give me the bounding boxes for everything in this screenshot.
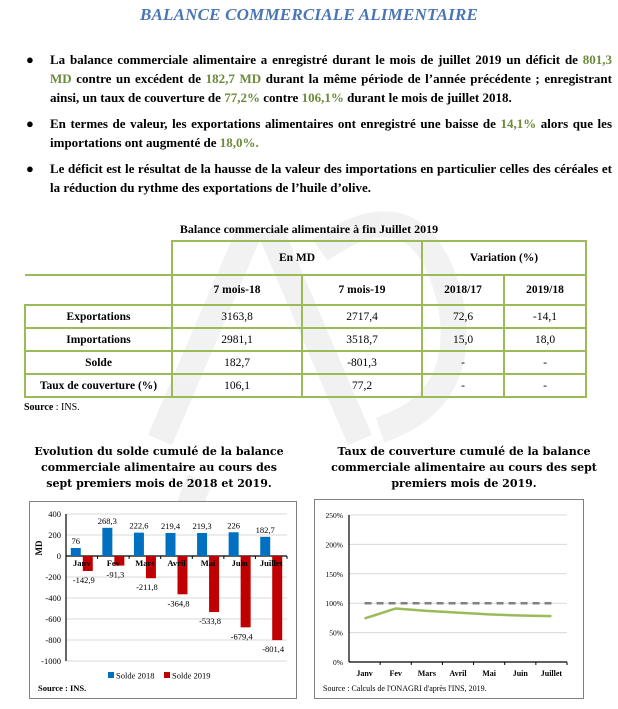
cell: -14,1: [504, 305, 586, 328]
cell: 72,6: [422, 305, 504, 328]
y-tick-label: 0: [56, 551, 61, 561]
highlight-value: 14,1%: [500, 116, 537, 131]
x-tick-label: Avril: [449, 669, 467, 678]
taux-chart-frame: [314, 499, 584, 699]
cell: 2981,1: [172, 328, 302, 351]
bar-solde-2018: [166, 533, 176, 556]
taux-couverture-line: [365, 608, 552, 618]
y-tick-label: -1000: [41, 656, 61, 666]
cell: 106,1: [172, 374, 302, 397]
chart-source: Source : Calculs de l'ONAGRI d'après l'INS, 2019.: [323, 684, 487, 693]
y-axis-title: MD: [34, 540, 44, 556]
highlight-value: 77,2%: [224, 90, 260, 105]
table-source: Source : INS.: [24, 402, 80, 413]
x-tick-label: Juin: [512, 669, 528, 678]
x-tick-label: Fev: [389, 669, 402, 678]
solde-chart-title: Evolution du solde cumulé de la balance commerciale alimentaire au cours des sept premiers mois de 2018 et 2019.: [34, 445, 284, 490]
x-tick-label: Avril: [167, 558, 186, 568]
solde-bar-chart: [30, 502, 296, 698]
highlight-value: 18,0%.: [219, 135, 259, 150]
y-tick-label: 200: [48, 530, 61, 540]
row-label: Taux de couverture (%): [25, 374, 172, 397]
x-tick-label: Mai: [200, 558, 216, 568]
cell: 3518,7: [302, 328, 422, 351]
group-header-variation: Variation (%): [422, 241, 586, 275]
y-tick-label: 0%: [333, 658, 343, 667]
x-tick-label: Juillet: [540, 669, 563, 678]
data-label: -679,4: [230, 631, 253, 642]
data-label: -801,4: [262, 644, 285, 655]
bullet-icon: ●: [26, 52, 34, 67]
bullet-deficit: ● La balance commerciale alimentaire a enregistré durant le mois de juillet 2019 un déficit de 801,3 MD contre un excédent de 182,7 MD durant la même période de l’année précédente ; enregistrant ainsi, un taux de couverture de 77,2% contre 106,1% durant le mois de juillet 2018.: [26, 52, 612, 105]
data-label: -211,8: [136, 582, 158, 593]
y-tick-label: 150%: [325, 569, 343, 579]
legend-swatch: [108, 672, 114, 678]
chart-source: Source : INS.: [38, 683, 87, 693]
x-tick-label: Juillet: [259, 558, 283, 568]
y-tick-label: -800: [45, 635, 61, 645]
highlight-value: 106,1%: [301, 90, 344, 105]
data-label: -91,3: [106, 569, 125, 580]
data-label: 219,3: [192, 520, 212, 531]
y-tick-label: 200%: [325, 540, 343, 550]
cell: -: [504, 374, 586, 397]
x-tick-label: Janv: [356, 669, 373, 678]
data-label: 182,7: [255, 524, 275, 535]
y-tick-label: -400: [45, 593, 61, 603]
row-label: Importations: [25, 328, 172, 351]
bar-solde-2018: [260, 537, 270, 556]
legend-label: Solde 2018: [116, 670, 155, 681]
cell: -: [422, 351, 504, 374]
page-title: BALANCE COMMERCIALE ALIMENTAIRE: [139, 5, 479, 24]
row-label: Solde: [25, 351, 172, 374]
cell: -: [504, 351, 586, 374]
legend-swatch: [164, 672, 170, 678]
bullet-list: [22, 50, 612, 204]
table-row: [25, 328, 586, 351]
y-tick-label: -600: [45, 614, 61, 624]
data-label: 222,6: [129, 520, 149, 531]
y-tick-label: 400: [48, 509, 61, 519]
cell: 2717,4: [302, 305, 422, 328]
data-label: -364,8: [167, 598, 190, 609]
sub-header: 7 mois-19: [302, 275, 422, 305]
cell: -801,3: [302, 351, 422, 374]
legend-label: Solde 2019: [172, 670, 211, 681]
bullet-valeur: ● En termes de valeur, les exportations alimentaires ont enregistré une baisse de 14,1% alors que les importations ont augmenté de 18,0%.: [26, 116, 612, 150]
y-tick-label: 50%: [329, 628, 343, 638]
bullet-cause: ● Le déficit est le résultat de la hausse de la valeur des importations en particulier celles des céréales et la réduction du rythme des exportations de l’huile d’olive.: [26, 161, 612, 195]
table-row: [25, 305, 586, 328]
cell: 15,0: [422, 328, 504, 351]
table-group-header-row: [25, 241, 586, 275]
highlight-value: 182,7 MD: [205, 71, 262, 86]
highlight-value: 801,3 MD: [50, 52, 612, 86]
data-label: 226: [227, 520, 241, 531]
solde-chart-frame: [29, 501, 297, 699]
data-label: -533,8: [199, 616, 222, 627]
table-sub-header-row: [25, 275, 586, 305]
data-label: 76: [71, 536, 81, 547]
bar-solde-2018: [134, 533, 144, 556]
x-tick-label: Fev: [106, 558, 120, 568]
bar-solde-2018: [229, 532, 239, 556]
bar-solde-2018: [197, 533, 207, 556]
cell: -: [422, 374, 504, 397]
data-label: 268,3: [97, 515, 117, 526]
y-tick-label: 250%: [325, 511, 343, 520]
bar-solde-2018: [102, 528, 112, 556]
sub-header: 2018/17: [422, 275, 504, 305]
table-row: [25, 351, 586, 374]
sub-header: 7 mois-18: [172, 275, 302, 305]
x-tick-label: Mai: [482, 669, 497, 678]
table-title: Balance commerciale alimentaire à fin Juillet 2019: [179, 222, 439, 236]
x-tick-label: Juin: [231, 558, 248, 568]
x-tick-label: Mars: [417, 669, 436, 678]
row-label: Exportations: [25, 305, 172, 328]
data-label: -142,9: [72, 575, 95, 586]
x-tick-label: Mars: [135, 558, 155, 568]
bar-solde-2019: [272, 556, 282, 640]
group-header-en-md: En MD: [172, 241, 422, 275]
y-tick-label: -200: [45, 572, 61, 582]
bullet-icon: ●: [26, 161, 34, 176]
cell: 182,7: [172, 351, 302, 374]
taux-line-chart: [315, 500, 583, 698]
cell: 77,2: [302, 374, 422, 397]
bar-solde-2018: [71, 548, 81, 556]
y-tick-label: 100%: [325, 599, 343, 609]
taux-chart-title: Taux de couverture cumulé de la balance commerciale alimentaire au cours des sept premiers mois de 2019.: [331, 445, 597, 490]
sub-header: 2019/18: [504, 275, 586, 305]
bullet-icon: ●: [26, 116, 34, 131]
cell: 18,0: [504, 328, 586, 351]
table-row: [25, 374, 586, 397]
balance-table: [24, 240, 587, 398]
x-tick-label: Janv: [73, 558, 91, 568]
cell: 3163,8: [172, 305, 302, 328]
data-label: 219,4: [160, 520, 181, 531]
